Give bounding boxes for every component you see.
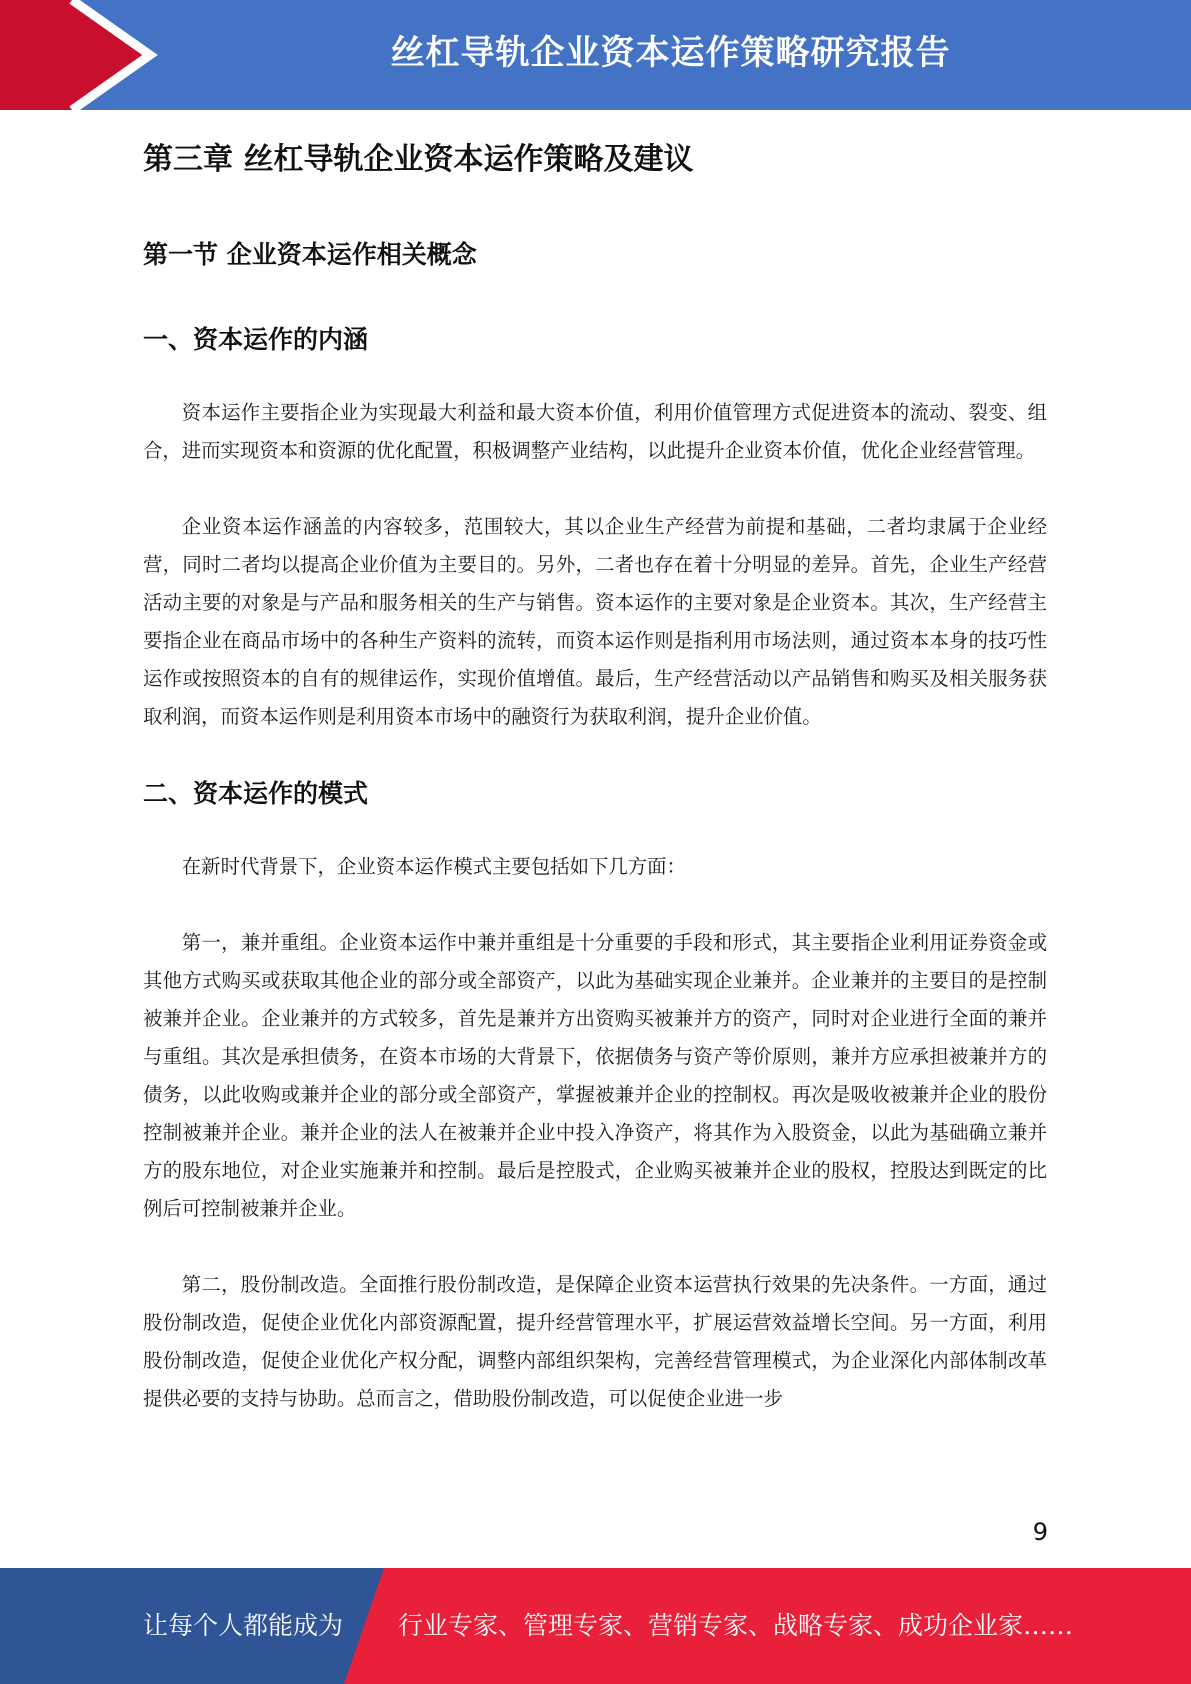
footer-slogan-left: 让每个人都能成为 — [143, 1611, 344, 1640]
subsection-title-connotation: 一、资本运作的内涵 — [143, 325, 369, 354]
footer-banner — [0, 1568, 1191, 1684]
paragraph: 企业资本运作涵盖的内容较多，范围较大，其以企业生产经营为前提和基础，二者均隶属于企业经营，同时二者均以提高企业价值为主要目的。另外，二者也存在着十分明显的差异。首先，企业生产经营活动主要的对象是与产品和服务相关的生产与销售。资本运作的主要对象是企业资本。其次，生产经营主要指企业在商品市场中的各种生产资料的流转，而资本运作则是指利用市场法则，通过资本本身的技巧性运作或按照资本的自有的规律运作，实现价值增值。最后，生产经营活动以产品销售和购买及相关服务获取利润，而资本运作则是利用资本市场中的融资行为获取利润，提升企业价值。 — [143, 515, 1047, 728]
header-banner — [0, 0, 1191, 112]
paragraph: 第一，兼并重组。企业资本运作中兼并重组是十分重要的手段和形式，其主要指企业利用证券资金或其他方式购买或获取其他企业的部分或全部资产，以此为基础实现企业兼并。企业兼并的主要目的是控制被兼并企业。企业兼并的方式较多，首先是兼并方出资购买被兼并方的资产，同时对企业进行全面的兼并与重组。其次是承担债务，在资本市场的大背景下，依据债务与资产等价原则，兼并方应承担被兼并方的债务，以此收购或兼并企业的部分或全部资产，掌握被兼并企业的控制权。再次是吸收被兼并企业的股份控制被兼并企业。兼并企业的法人在被兼并企业中投入净资产，将其作为入股资金，以此为基础确立兼并方的股东地位，对企业实施兼并和控制。最后是控股式，企业购买被兼并企业的股权，控股达到既定的比例后可控制被兼并企业。 — [143, 931, 1047, 1220]
section-title: 第一节 企业资本运作相关概念 — [143, 240, 477, 269]
chapter-title: 第三章 丝杠导轨企业资本运作策略及建议 — [143, 142, 694, 177]
paragraph: 资本运作主要指企业为实现最大利益和最大资本价值，利用价值管理方式促进资本的流动、裂变、组合，进而实现资本和资源的优化配置，积极调整产业结构，以此提升企业资本价值，优化企业经营管理。 — [143, 401, 1047, 462]
subsection-title-modes: 二、资本运作的模式 — [143, 779, 369, 808]
footer-slogan-right: 行业专家、管理专家、营销专家、战略专家、成功企业家…… — [398, 1611, 1074, 1640]
report-title: 丝杠导轨企业资本运作策略研究报告 — [390, 33, 951, 73]
page-number: 9 — [1032, 1518, 1048, 1546]
paragraph: 在新时代背景下，企业资本运作模式主要包括如下几方面： — [181, 855, 686, 878]
paragraph: 第二，股份制改造。全面推行股份制改造，是保障企业资本运营执行效果的先决条件。一方面，通过股份制改造，促使企业优化内部资源配置，提升经营管理水平，扩展运营效益增长空间。另一方面，利用股份制改造，促使企业优化产权分配，调整内部组织架构，完善经营管理模式，为企业深化内部体制改革提供必要的支持与协助。总而言之，借助股份制改造，可以促使企业进一步 — [143, 1273, 1047, 1410]
page-content — [143, 135, 1047, 1418]
